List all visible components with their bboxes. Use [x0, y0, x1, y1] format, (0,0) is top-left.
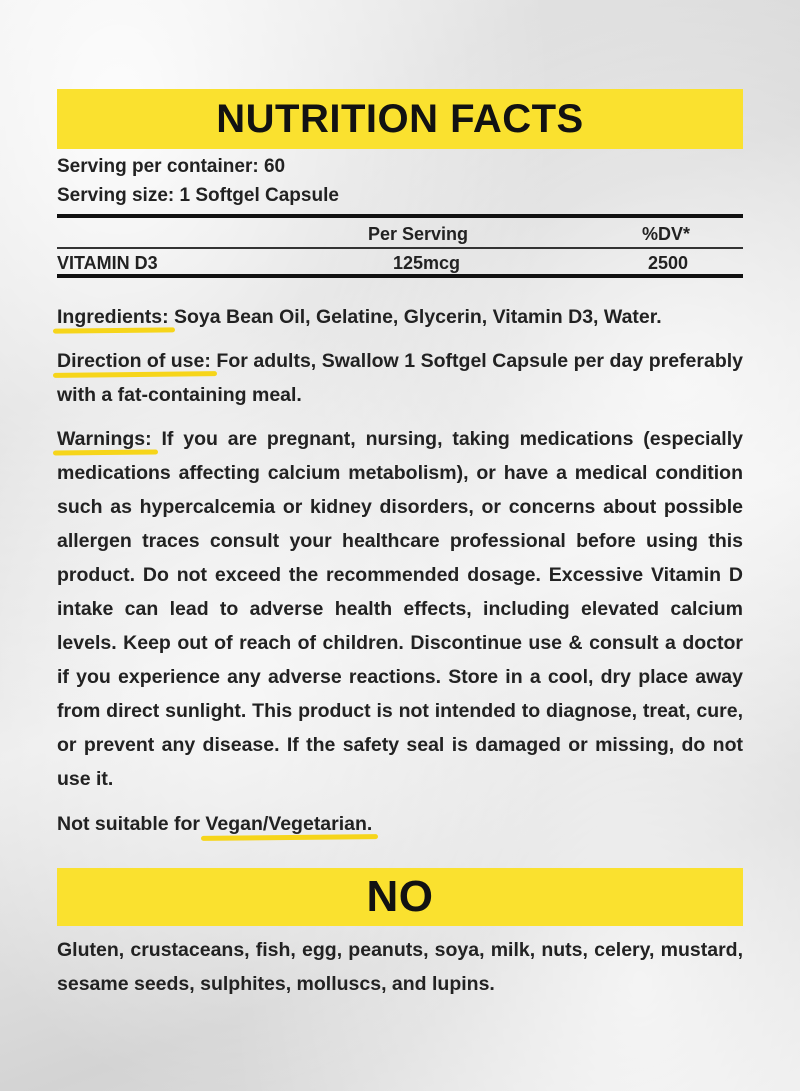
nutrition-facts-banner [57, 89, 743, 149]
warnings-label: Warnings: [57, 422, 152, 456]
table-top-rule [57, 214, 743, 218]
ingredients-label: Ingredients: [57, 300, 169, 334]
column-header-dv: %DV* [642, 224, 691, 244]
direction-paragraph [57, 344, 743, 412]
no-banner [57, 868, 743, 926]
warnings-text: If you are pregnant, nursing, taking medications (especially medications affecting calcium metabolism), or have a medical condition such as hypercalcemia or kidney disorders, or concerns about possible allergen traces consult your healthcare professional before using this product. Do not exceed the recommended dosage. Excessive Vitamin D intake can lead to adverse health effects, including elevated calcium levels. Keep out of reach of children. Discontinue use & consult a doctor if you experience any adverse reactions. Store in a cool, dry place away from direct sunlight. This product is not intended to diagnose, treat, cure, or prevent any disease. If the safety seal is damaged or missing, do not use it. [57, 428, 743, 790]
allergen-free-list: Gluten, crustaceans, fish, egg, peanuts, soya, milk, nuts, celery, mustard, sesame seeds, sulphites, molluscs, and lupins. [57, 939, 743, 995]
table-row-nutrient: VITAMIN D3 [57, 253, 158, 273]
no-title: NO [366, 872, 434, 921]
table-row-dv: 2500 [648, 253, 689, 273]
direction-text: For adults, Swallow 1 Softgel Capsule per day preferably with a fat-containing meal. [57, 350, 743, 406]
column-header-per-serving: Per Serving [368, 224, 469, 244]
table-header-rule [57, 247, 743, 249]
ingredients-paragraph [57, 300, 743, 334]
warnings-paragraph [57, 422, 743, 796]
table-row-per-serving: 125mcg [393, 253, 461, 273]
ingredients-text: Soya Bean Oil, Gelatine, Glycerin, Vitamin D3, Water. [168, 306, 662, 328]
page-title: NUTRITION FACTS [216, 96, 584, 141]
vegan-prefix: Not suitable for [57, 813, 206, 835]
serving-per-container: Serving per container: 60 [57, 156, 286, 177]
direction-label: Direction of use: [57, 344, 211, 378]
table-bottom-rule [57, 274, 743, 278]
vegan-notice [57, 807, 743, 841]
vegan-highlight: Vegan/Vegetarian. [205, 807, 372, 841]
serving-size: Serving size: 1 Softgel Capsule [57, 185, 339, 206]
